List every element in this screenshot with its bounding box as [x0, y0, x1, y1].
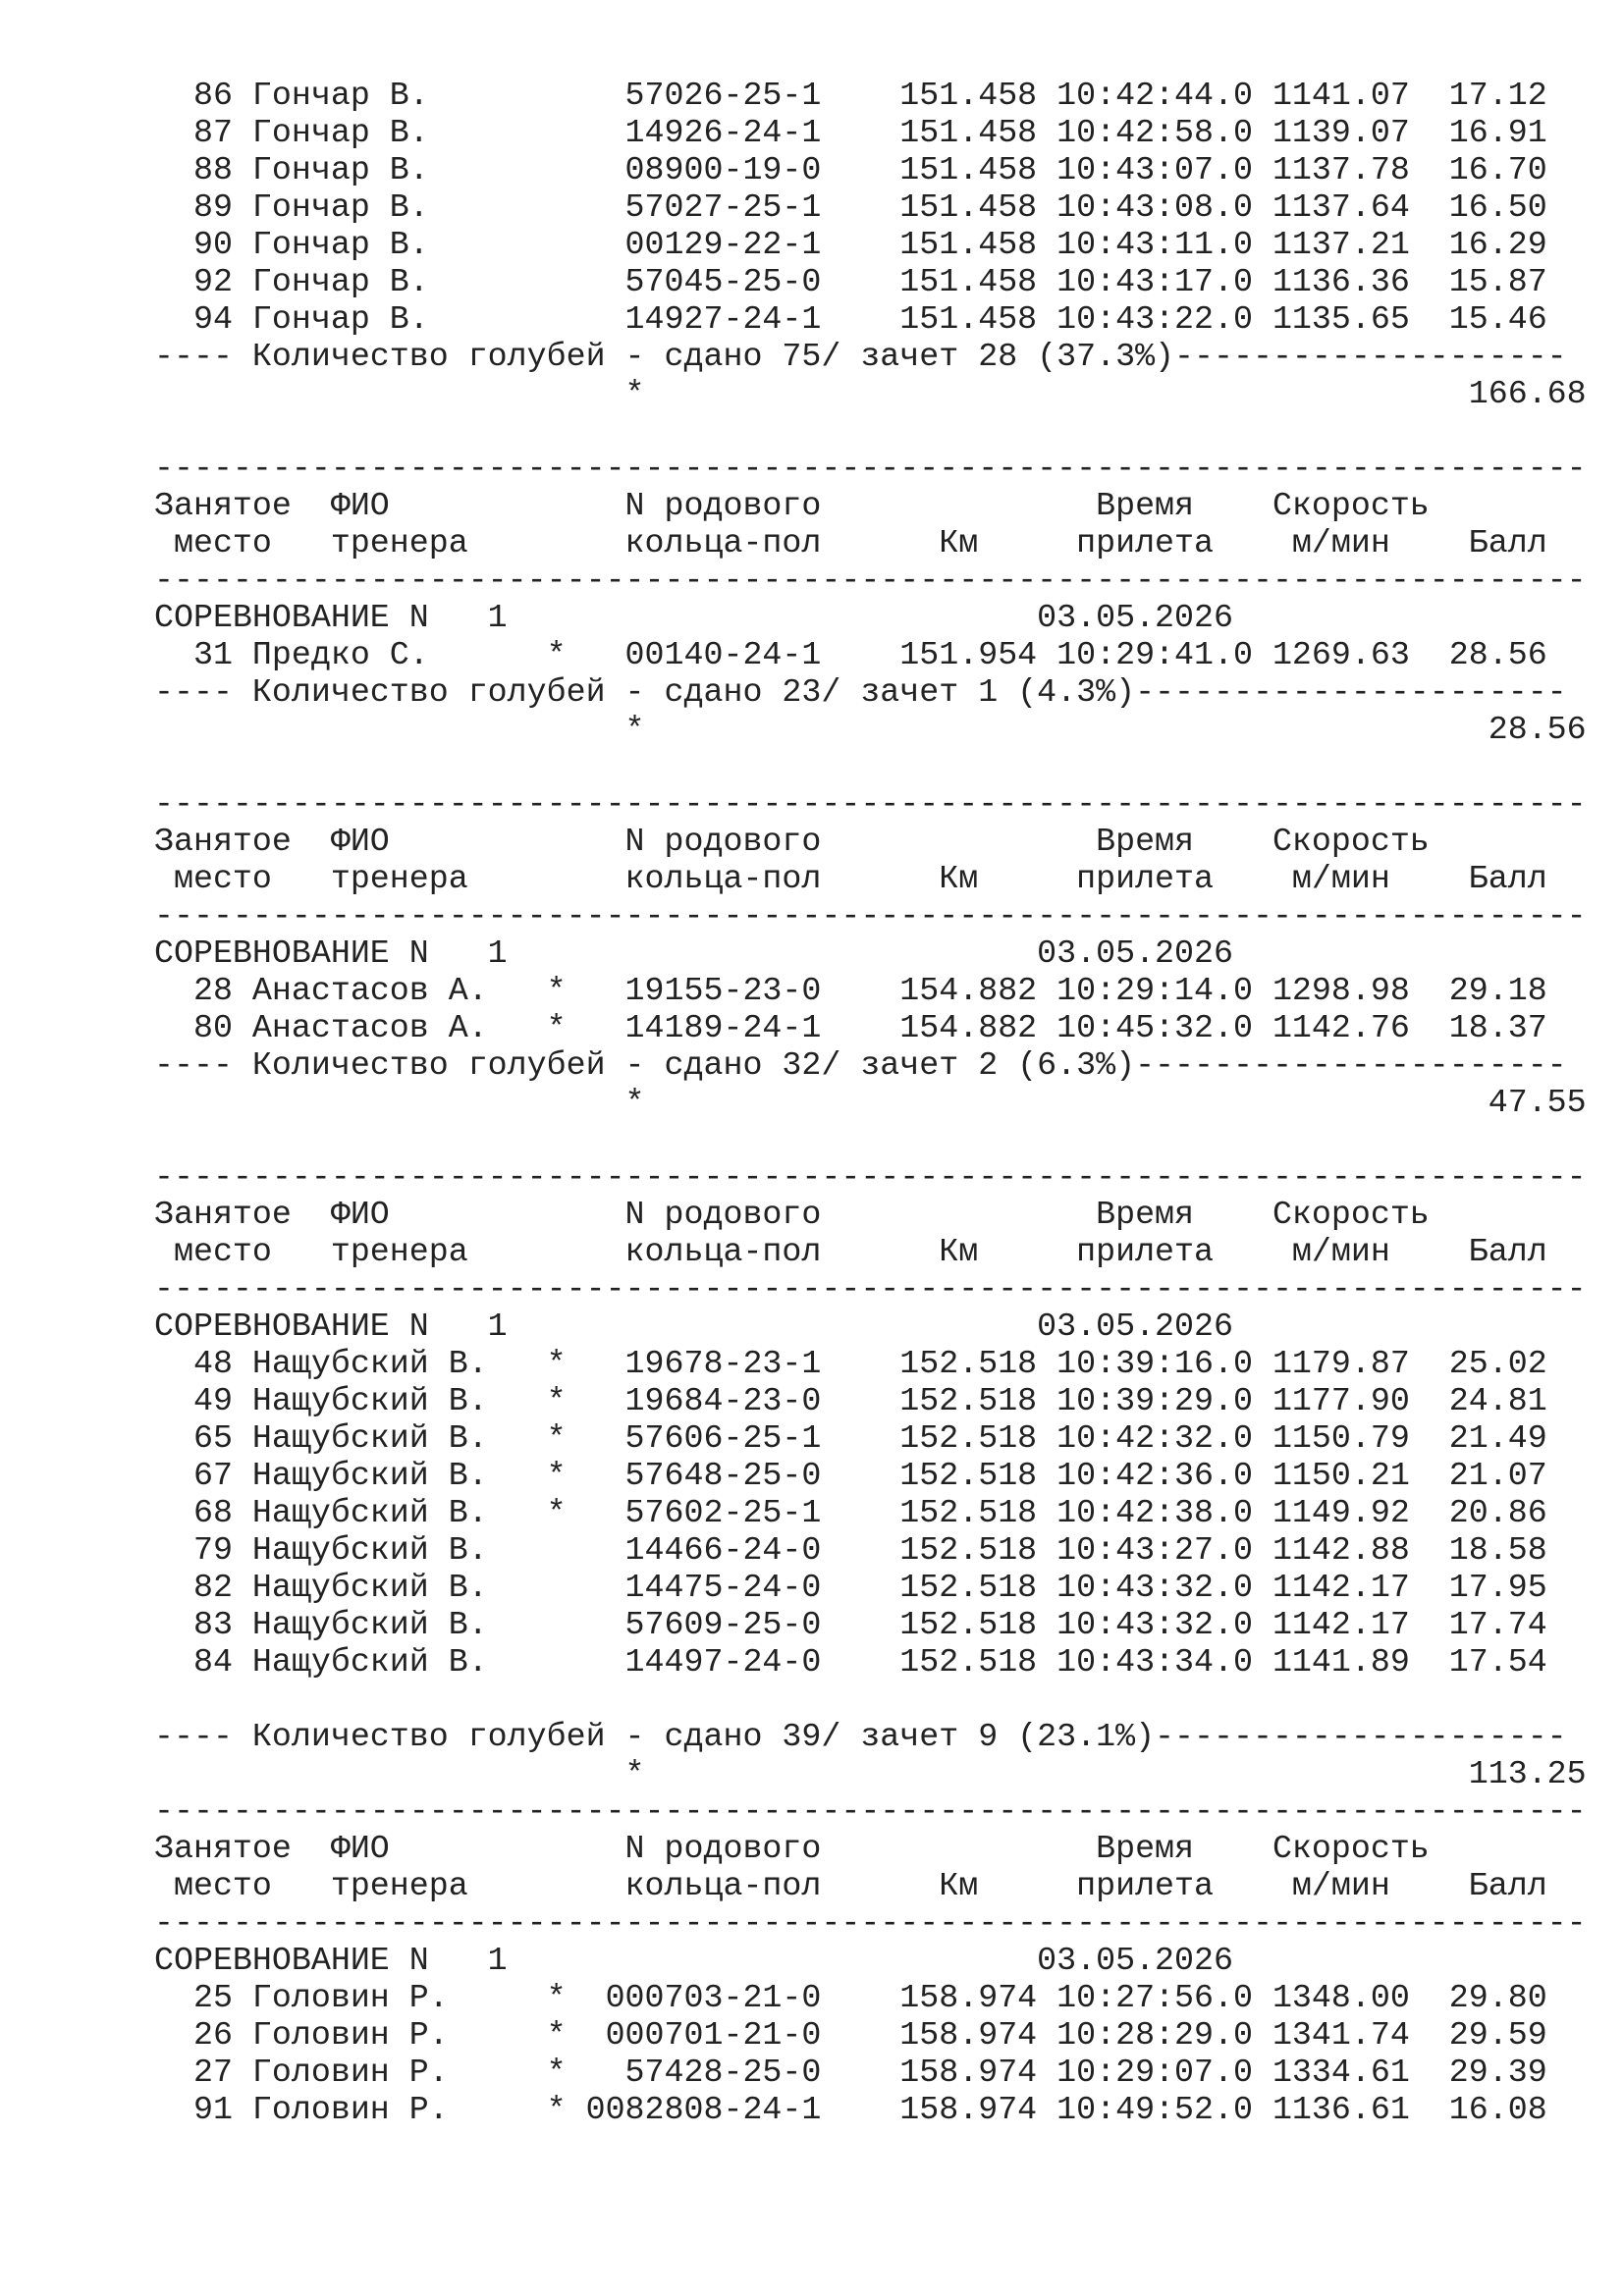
- report-line: -------------------------------------------------------------------------: [154, 561, 1587, 599]
- report-line: ---- Количество голубей - сдано 32/ зачет 2 (6.3%)----------------------: [154, 1046, 1567, 1084]
- report-line: -------------------------------------------------------------------------: [154, 1904, 1587, 1942]
- report-line: 28 Анастасов А. * 19155-23-0 154.882 10:29:14.0 1298.98 29.18: [154, 972, 1547, 1009]
- report-line: СОРЕВНОВАНИЕ N 1 03.05.2026: [154, 1942, 1233, 1979]
- report-line: 25 Головин Р. * 000703-21-0 158.974 10:27:56.0 1348.00 29.80: [154, 1979, 1547, 2016]
- report-line: ---- Количество голубей - сдано 23/ зачет 1 (4.3%)----------------------: [154, 673, 1567, 711]
- report-line: [154, 1121, 1588, 1158]
- report-line: 84 Нащубский В. 14497-24-0 152.518 10:43:34.0 1141.89 17.54: [154, 1643, 1547, 1681]
- report-line: 82 Нащубский В. 14475-24-0 152.518 10:43:32.0 1142.17 17.95: [154, 1569, 1547, 1606]
- report-line: СОРЕВНОВАНИЕ N 1 03.05.2026: [154, 1308, 1233, 1345]
- report-line: 67 Нащубский В. * 57648-25-0 152.518 10:42:36.0 1150.21 21.07: [154, 1457, 1547, 1494]
- report-line: ---- Количество голубей - сдано 39/ зачет 9 (23.1%)---------------------: [154, 1718, 1567, 1755]
- report-line: Занятое ФИО N родового Время Скорость: [154, 823, 1430, 860]
- report-line: Занятое ФИО N родового Время Скорость: [154, 487, 1430, 524]
- report-line: 48 Нащубский В. * 19678-23-1 152.518 10:39:16.0 1179.87 25.02: [154, 1345, 1547, 1382]
- report-line: -------------------------------------------------------------------------: [154, 450, 1587, 487]
- report-line: -------------------------------------------------------------------------: [154, 1792, 1587, 1830]
- report-line: место тренера кольца-пол Км прилета м/мин Балл: [154, 1867, 1547, 1904]
- report-line: 27 Головин Р. * 57428-25-0 158.974 10:29:07.0 1334.61 29.39: [154, 2054, 1547, 2091]
- report-line: Занятое ФИО N родового Время Скорость: [154, 1830, 1430, 1867]
- report-line: * 28.56: [154, 711, 1587, 748]
- report-line: место тренера кольца-пол Км прилета м/мин Балл: [154, 524, 1547, 561]
- report-line: -------------------------------------------------------------------------: [154, 897, 1587, 934]
- report-line: ---- Количество голубей - сдано 75/ зачет 28 (37.3%)--------------------: [154, 338, 1567, 375]
- report-line: Занятое ФИО N родового Время Скорость: [154, 1196, 1430, 1233]
- report-line: * 47.55: [154, 1084, 1587, 1121]
- report-line: 91 Головин Р. * 0082808-24-1 158.974 10:49:52.0 1136.61 16.08: [154, 2091, 1547, 2128]
- report-line: 79 Нащубский В. 14466-24-0 152.518 10:43:27.0 1142.88 18.58: [154, 1531, 1547, 1569]
- report-line: 86 Гончар В. 57026-25-1 151.458 10:42:44.0 1141.07 17.12: [154, 77, 1547, 114]
- report-line: 87 Гончар В. 14926-24-1 151.458 10:42:58.0 1139.07 16.91: [154, 114, 1547, 151]
- report-line: [154, 748, 1588, 785]
- report-line: 65 Нащубский В. * 57606-25-1 152.518 10:42:32.0 1150.79 21.49: [154, 1419, 1547, 1457]
- report-line: 89 Гончар В. 57027-25-1 151.458 10:43:08.0 1137.64 16.50: [154, 188, 1547, 226]
- report-line: 26 Головин Р. * 000701-21-0 158.974 10:28:29.0 1341.74 29.59: [154, 2016, 1547, 2054]
- report-line: -------------------------------------------------------------------------: [154, 1270, 1587, 1308]
- report-line: -------------------------------------------------------------------------: [154, 785, 1587, 823]
- report-line: место тренера кольца-пол Км прилета м/мин Балл: [154, 860, 1547, 897]
- report-line: место тренера кольца-пол Км прилета м/мин Балл: [154, 1233, 1547, 1270]
- report-line: 90 Гончар В. 00129-22-1 151.458 10:43:11.0 1137.21 16.29: [154, 226, 1547, 263]
- report-line: 88 Гончар В. 08900-19-0 151.458 10:43:07.0 1137.78 16.70: [154, 151, 1547, 188]
- report-line: 68 Нащубский В. * 57602-25-1 152.518 10:42:38.0 1149.92 20.86: [154, 1494, 1547, 1531]
- report-line: 49 Нащубский В. * 19684-23-0 152.518 10:39:29.0 1177.90 24.81: [154, 1382, 1547, 1419]
- report-line: 94 Гончар В. 14927-24-1 151.458 10:43:22.0 1135.65 15.46: [154, 300, 1547, 338]
- report-line: 83 Нащубский В. 57609-25-0 152.518 10:43:32.0 1142.17 17.74: [154, 1606, 1547, 1643]
- report-line: СОРЕВНОВАНИЕ N 1 03.05.2026: [154, 934, 1233, 972]
- report-line: 31 Предко С. * 00140-24-1 151.954 10:29:41.0 1269.63 28.56: [154, 636, 1547, 673]
- report-line: 80 Анастасов А. * 14189-24-1 154.882 10:45:32.0 1142.76 18.37: [154, 1009, 1547, 1046]
- report-line: СОРЕВНОВАНИЕ N 1 03.05.2026: [154, 599, 1233, 636]
- results-report: [154, 77, 1588, 2128]
- report-line: [154, 1681, 1588, 1718]
- report-line: 92 Гончар В. 57045-25-0 151.458 10:43:17.0 1136.36 15.87: [154, 263, 1547, 300]
- report-line: * 113.25: [154, 1755, 1587, 1792]
- report-line: * 166.68: [154, 375, 1587, 412]
- report-line: [154, 412, 1588, 450]
- report-line: -------------------------------------------------------------------------: [154, 1158, 1587, 1196]
